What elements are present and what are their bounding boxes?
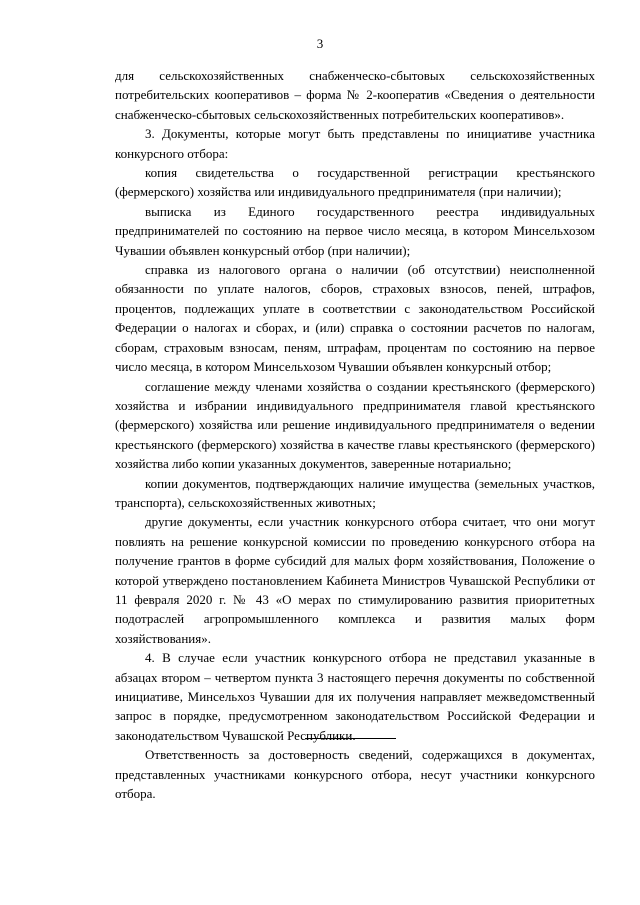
paragraph-item-3-heading: 3. Документы, которые могут быть представлены по инициативе участника конкурсного отбора:	[115, 126, 595, 161]
paragraph-members-agreement: соглашение между членами хозяйства о создании крестьянского (фермерского) хозяйства и избрании индивидуального предпринимателя главой крестьянского (фермерского) хозяйства или решение индивидуального предпринимателя о ведении крестьянского (фермерского) хозяйства в качестве главы крестьянского (фермерского) хозяйства либо копии указанных документов, заверенные нотариально;	[115, 378, 595, 472]
paragraph-register-extract: выписка из Единого государственного реестра индивидуальных предпринимателей по состоянию на первое число месяца, в котором Минсельхозом Чувашии объявлен конкурсный отбор (при наличии);	[115, 203, 595, 258]
paragraph-continuation: для сельскохозяйственных снабженческо-сбытовых сельскохозяйственных потребительских кооперативов – форма № 2-кооператив «Сведения о деятельности снабженческо-сбытовых сельскохозяйственных потребительских кооперативов».	[115, 68, 595, 122]
paragraph-responsibility: Ответственность за достоверность сведений, содержащихся в документах, представленных участниками конкурсного отбора, несут участники конкурсного отбора.	[115, 747, 595, 802]
paragraph-other-documents: другие документы, если участник конкурсного отбора считает, что они могут повлиять на решение конкурсной комиссии по проведению конкурсного отбора на получение грантов в форме субсидий для малых форм хозяйствования, Положение о которой утверждено постановлением Кабинета Министров Чувашской Республики от 11 февраля 2020 г. № 43 «О мерах по стимулированию развития приоритетных подотраслей агропромышленного комплекса и развития малых форм хозяйствования».	[115, 514, 595, 646]
page-number: 3	[316, 36, 324, 51]
paragraph-tax-certificate: справка из налогового органа о наличии (об отсутствии) неисполненной обязанности по уплате налогов, сборов, страховых взносов, пеней, штрафов, процентов, подлежащих уплате в соответствии с законодательством Российской Федерации о налогах и сборах, и (или) справка о состоянии расчетов по налогам, сборам, страховым взносам, пеням, штрафам, процентам по состоянию на первое число месяца, в котором Минсельхозом Чувашии объявлен конкурсный отбор;	[115, 262, 595, 375]
paragraph-item-4: 4. В случае если участник конкурсного отбора не представил указанные в абзацах втором – четвертом пункта 3 настоящего перечня документы по собственной инициативе, Минсельхоз Чувашии для их получения направляет межведомственный запрос в порядке, предусмотренном законодательством Российской Федерации и законодательством Чувашской Республики.	[115, 650, 595, 743]
paragraph-property-documents: копии документов, подтверждающих наличие имущества (земельных участков, транспорта), сельскохозяйственных животных;	[115, 475, 595, 510]
end-separator-line	[305, 738, 396, 739]
document-body	[115, 66, 595, 803]
paragraph-registration-copy: копия свидетельства о государственной регистрации крестьянского (фермерского) хозяйства или индивидуального предпринимателя (при наличии);	[115, 165, 595, 200]
